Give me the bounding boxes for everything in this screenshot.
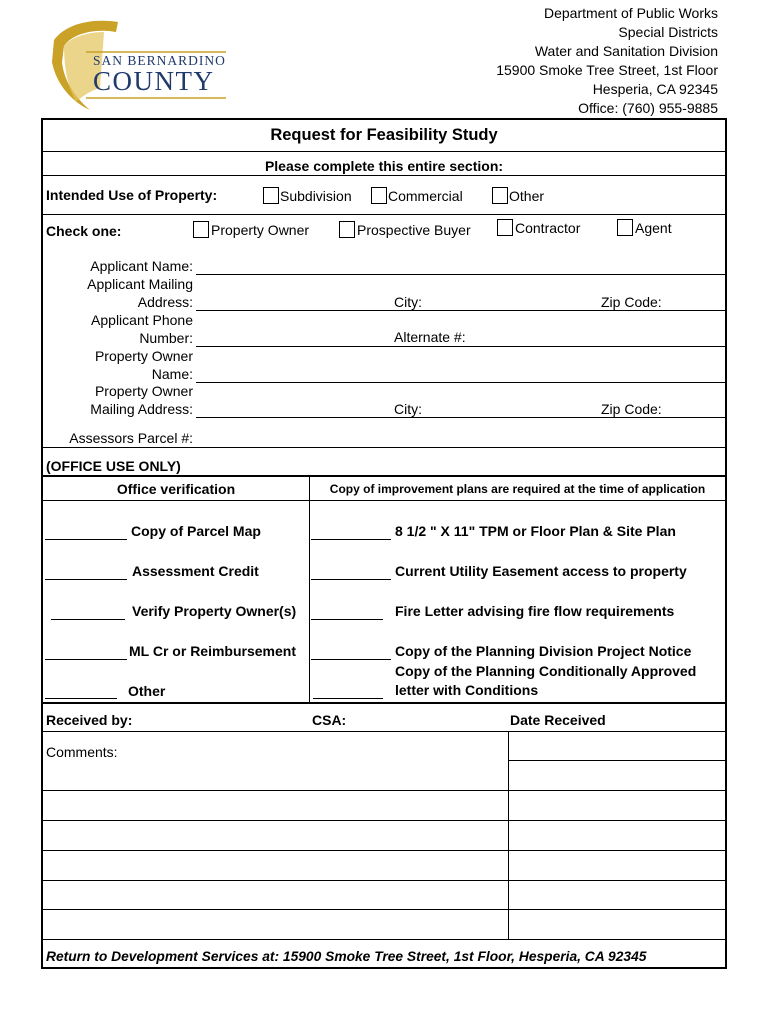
office-item: Fire Letter advising fire flow requirements: [395, 603, 675, 619]
department-line: 15900 Smoke Tree Street, 1st Floor: [496, 62, 718, 78]
other-use-label: Other: [509, 188, 545, 204]
owner-address-label: Property Owner Mailing Address:: [90, 383, 193, 417]
office-item: Verify Property Owner(s): [132, 603, 297, 619]
prospective-buyer-checkbox[interactable]: [339, 221, 355, 238]
checkoff-blank[interactable]: [311, 619, 383, 620]
applicant-name-line[interactable]: [196, 274, 725, 275]
divider: [43, 731, 725, 732]
office-item: Copy of the Planning Division Project Notice: [395, 643, 692, 659]
owner-address-line[interactable]: [196, 417, 725, 418]
commercial-label: Commercial: [388, 188, 463, 204]
divider: [43, 702, 725, 704]
agent-checkbox[interactable]: [617, 219, 633, 236]
office-item: ML Cr or Reimbursement: [129, 643, 296, 659]
logo-text-line2: COUNTY: [93, 66, 215, 96]
department-line: Hesperia, CA 92345: [592, 81, 718, 97]
subdivision-checkbox[interactable]: [263, 187, 279, 204]
applicant-zip-label: Zip Code:: [601, 294, 662, 310]
commercial-checkbox[interactable]: [371, 187, 387, 204]
divider: [43, 151, 725, 152]
comments-line[interactable]: [43, 880, 725, 881]
property-owner-checkbox[interactable]: [193, 221, 209, 238]
comments-line[interactable]: [43, 820, 725, 821]
contractor-checkbox[interactable]: [497, 219, 513, 236]
owner-city-label: City:: [394, 401, 422, 417]
return-instructions: Return to Development Services at: 15900 Smoke Tree Street, 1st Floor, Hesperia, CA 92345: [46, 949, 647, 964]
check-one-label: Check one:: [46, 223, 122, 239]
checkoff-blank[interactable]: [45, 579, 127, 580]
logo-text-line1: SAN BERNARDINO: [93, 53, 226, 68]
property-owner-label: Property Owner: [211, 222, 310, 238]
department-line: Water and Sanitation Division: [534, 43, 718, 59]
office-item: Current Utility Easement access to property: [395, 563, 687, 579]
comments-label: Comments:: [46, 744, 118, 760]
department-line: Department of Public Works: [543, 5, 718, 21]
comments-line[interactable]: [508, 760, 725, 761]
comments-line[interactable]: [43, 939, 725, 940]
checkoff-blank[interactable]: [311, 659, 391, 660]
office-item: Copy of Parcel Map: [131, 523, 261, 539]
department-address: [496, 4, 718, 118]
checkoff-blank[interactable]: [311, 539, 391, 540]
checkoff-blank[interactable]: [45, 698, 117, 699]
owner-name-label: Property Owner Name:: [94, 348, 193, 382]
checkoff-blank[interactable]: [313, 698, 383, 699]
department-line: Special Districts: [618, 24, 718, 40]
subdivision-label: Subdivision: [280, 188, 352, 204]
date-received-label: Date Received: [510, 712, 606, 728]
comments-divider: [508, 731, 509, 939]
applicant-phone-line[interactable]: [196, 346, 725, 347]
prospective-buyer-label: Prospective Buyer: [357, 222, 471, 238]
divider: [43, 500, 725, 501]
applicant-city-label: City:: [394, 294, 422, 310]
office-item: Copy of the Planning Conditionally Approved: [395, 663, 697, 679]
comments-line[interactable]: [43, 909, 725, 910]
other-use-checkbox[interactable]: [492, 187, 508, 204]
csa-label: CSA:: [312, 712, 347, 728]
checkoff-blank[interactable]: [45, 659, 127, 660]
parcel-label: Assessors Parcel #:: [69, 430, 193, 446]
intended-use-label: Intended Use of Property:: [46, 187, 218, 203]
office-item: Other: [128, 683, 166, 699]
applicant-name-label: Applicant Name:: [90, 258, 193, 274]
checkoff-blank[interactable]: [45, 539, 127, 540]
office-item: letter with Conditions: [395, 682, 539, 698]
alternate-phone-label: Alternate #:: [394, 329, 466, 345]
column-divider: [309, 476, 310, 702]
divider: [43, 214, 725, 215]
received-by-label: Received by:: [46, 712, 133, 728]
checkoff-blank[interactable]: [311, 579, 391, 580]
applicant-address-line[interactable]: [196, 310, 725, 311]
divider: [43, 475, 725, 477]
divider: [43, 175, 725, 176]
owner-name-line[interactable]: [196, 382, 725, 383]
applicant-phone-label: Applicant Phone Number:: [91, 312, 193, 346]
improvement-plans-header: Copy of improvement plans are required at the time of application: [329, 482, 706, 496]
owner-zip-label: Zip Code:: [601, 401, 662, 417]
comments-line[interactable]: [43, 790, 725, 791]
county-logo: [46, 18, 236, 114]
form-title: Request for Feasibility Study: [270, 126, 498, 144]
applicant-address-label: Applicant Mailing Address:: [87, 276, 193, 310]
office-item: 8 1/2 " X 11" TPM or Floor Plan & Site Plan: [395, 523, 676, 539]
instruction-text: Please complete this entire section:: [264, 158, 504, 174]
agent-label: Agent: [635, 220, 672, 236]
office-item: Assessment Credit: [132, 563, 259, 579]
department-line: Office: (760) 955-9885: [578, 100, 718, 116]
feasibility-form: [41, 118, 727, 969]
office-use-heading: (OFFICE USE ONLY): [46, 458, 181, 474]
checkoff-blank[interactable]: [51, 619, 125, 620]
contractor-label: Contractor: [515, 220, 581, 236]
comments-line[interactable]: [43, 850, 725, 851]
office-verification-header: Office verification: [116, 481, 236, 497]
divider: [43, 447, 725, 448]
